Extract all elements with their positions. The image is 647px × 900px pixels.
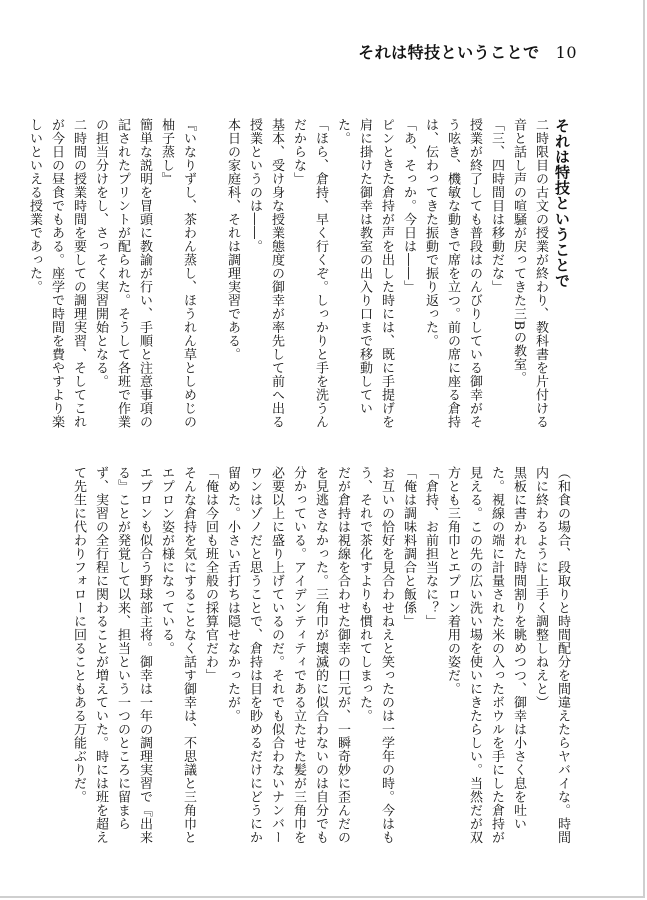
running-header-title: それは特技ということで (358, 43, 540, 62)
bottom-paragraph-4: 「俺は調味料調合と飯係」 (401, 466, 416, 628)
top-paragraph-7: 基本、受け身な授業態度の御幸が率先して前へ出る授業というのは――。 (247, 118, 284, 429)
chapter-title: それは特技ということで (553, 118, 571, 289)
bottom-paragraph-1: （和食の場合、段取りと時間配分を間違えたらヤバイな。時間内に終わるように上手く調整しねえと） (533, 466, 570, 844)
page-number: 10 (555, 43, 577, 62)
top-paragraph-8: 本日の家庭科、それは調理実習である。 (225, 118, 240, 361)
bottom-text-block (67, 466, 573, 852)
running-header (358, 40, 577, 63)
top-paragraph-10: 『いなりずし、茶わん蒸し、ほうれん草としめじの柚子蒸し』 (159, 118, 196, 429)
bottom-paragraph-9: エプロンも似合う野球部主将。御幸は一年の調理実習で『出来る』ことが発覚して以来、担当という一つのところに留まらず、実習の全行程に関わることが増えていた。時には班を超えて先生に代わりフォローに回ることもある万能ぶりだ。 (71, 466, 152, 844)
top-paragraph-12: 二時間の授業時間を要しての調理実習、そしてこれが今日の昼食でもある。座学で時間を費やすより楽しいといえる授業であった。 (27, 118, 86, 429)
bottom-paragraph-7: 「俺は今回も班全般の採算官だわ」 (203, 466, 218, 682)
top-paragraph-11: 簡単な説明を冒頭に教諭が行い、手順と注意事項の記されたプリントが配られた。そうして各班で作業の担当分けをし、さっそく実習開始となる。 (93, 118, 152, 429)
top-text-block (23, 118, 573, 436)
top-paragraph-3: 授業が終了しても普段はのんびりしている御幸がそう呟き、機敏な動きで席を立つ。前の席に座る倉持は、伝わってきた振動で振り返った。 (423, 118, 482, 429)
top-paragraph-1: 二時限目の古文の授業が終わり、教科書を片付ける音と話し声の喧騒が戻ってきた三Bの教室。 (511, 118, 548, 429)
top-paragraph-2: 「三、四時間目は移動だな」 (489, 118, 504, 294)
bottom-paragraph-6: だが倉持は視線を合わせた御幸の口元が、一瞬奇妙に歪んだのを見逃さなかった。三角巾が壊滅的に似合わないのは自分でも分かっている。アイデンティティである立たせた髪が三角巾を必要以上に盛り上げているのだ。それでも似合わないナンバーワンはゾノだと思うことで、倉持は目を眇めるだけにどうにか留めた。小さい舌打ちは隠せなかったが。 (225, 466, 350, 844)
bottom-paragraph-2: 黒板に書かれた時間割りを眺めつつ、御幸は小さく息を吐いた。視線の端に計量された米の入ったボウルを手にした倉持が見える。この先の広い洗い場を使いにきたらしい。当然だが双方とも三角巾とエプロン着用の姿だ。 (445, 466, 526, 844)
bottom-paragraph-5: お互いの恰好を見合わせねえと笑ったのは一学年の時。今はもう、それで茶化すよりも慣れてしまった。 (357, 466, 394, 844)
top-paragraph-6: 「ほら、倉持、早く行くぞ。しっかりと手を洗うんだからな」 (291, 118, 328, 429)
bottom-paragraph-3: 「倉持、お前担当なに？」 (423, 466, 438, 628)
top-paragraph-4: 「あ、そっか。今日は――」 (401, 118, 416, 294)
bottom-paragraph-8: そんな倉持を気にすることなく話す御幸は、不思議と三角巾とエプロン姿が様になっている。 (159, 466, 196, 844)
top-paragraph-5: ピンときた倉持が声を出した時には、既に手提げを肩に掛けた御幸は教室の出入り口まで移動していた。 (335, 118, 394, 429)
